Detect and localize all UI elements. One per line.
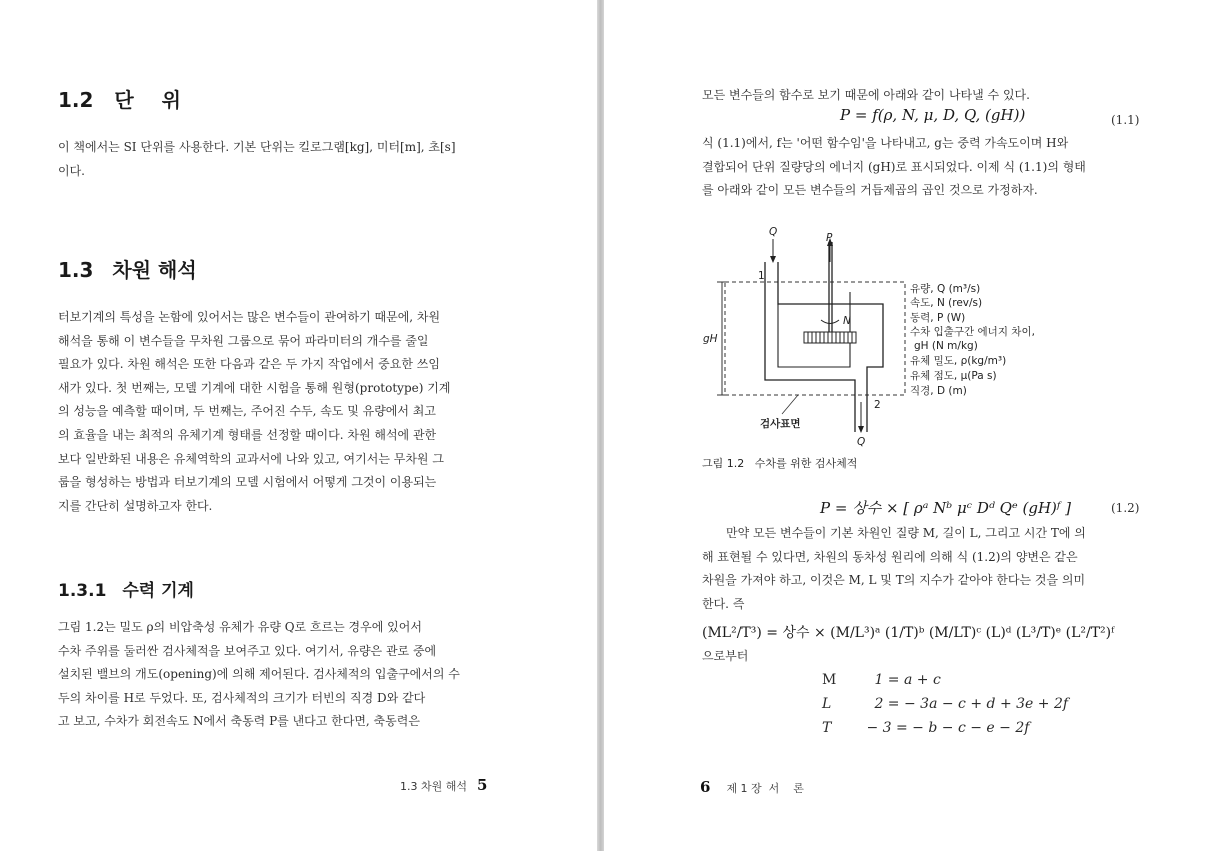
section-title: 수력 기계: [122, 581, 194, 601]
section-number: 1.3: [58, 258, 94, 282]
text-line: 만약 모든 변수들이 기본 차원인 질량 M, 길이 L, 그리고 시간 T에 의: [726, 526, 1086, 540]
running-header: 제 1 장 서 론: [726, 782, 804, 795]
system-equation: 1 = a + c: [874, 672, 941, 688]
equation-1-2: P = 상수 × [ ρᵃ Nᵇ μᶜ Dᵈ Qᵉ (gH)ᶠ ]: [820, 499, 1071, 517]
intro-line: 모든 변수들의 함수로 보기 때문에 아래와 같이 나타낼 수 있다.: [702, 88, 1030, 102]
page-number: 6: [700, 778, 711, 796]
section-number: 1.3.1: [58, 581, 107, 601]
left-page: [0, 0, 598, 851]
legend-item: 직경, D (m): [910, 385, 967, 397]
system-equation: 2 = − 3a − c + d + 3e + 2f: [874, 696, 1069, 712]
legend-item: 동력, P (W): [910, 312, 966, 324]
text-line: 의 성능을 예측할 때이며, 두 번째는, 주어진 수두, 속도 및 유량에서 최고: [58, 404, 436, 419]
equation-number: (1.1): [1111, 113, 1140, 127]
legend-item: 유체 밀도, ρ(kg/m³): [910, 355, 1007, 367]
page-footer: [700, 778, 804, 796]
inlet-number: 1: [758, 270, 765, 282]
paragraph-2: [702, 522, 1144, 616]
system-equation: − 3 = − b − c − e − 2f: [866, 720, 1030, 736]
section-title: 단 위: [114, 88, 181, 112]
legend-item: gH (N m/kg): [914, 340, 978, 352]
text-line: 그림 1.2는 밀도 ρ의 비압축성 유체가 유량 Q로 흐르는 경우에 있어서: [58, 620, 422, 634]
section-1-2-heading: [58, 84, 181, 113]
control-surface-label: 검사표면: [760, 418, 801, 430]
system-variable: L: [822, 696, 832, 712]
text-line: 설치된 밸브의 개도(opening)에 의해 제어된다. 검사체적의 입출구에서의 수: [58, 667, 460, 682]
text-line: 해석을 통해 이 변수들을 무차원 그룹으로 묶어 파라미터의 개수를 줄일: [58, 333, 429, 348]
section-title: 차원 해석: [112, 258, 197, 282]
text-line: 차원을 가져야 하고, 이것은 M, L 및 T의 지수가 같아야 한다는 것을 의미: [702, 573, 1086, 588]
paragraph-1: [702, 132, 1144, 203]
text-line: 결합되어 단위 질량당의 에너지 (gH)로 표시되었다. 이제 식 (1.1)의 형태: [702, 159, 1086, 174]
text-line: 한다. 즉: [702, 596, 745, 611]
text-line: 새가 있다. 첫 번째는, 모델 기계에 대한 시험을 통해 원형(prototype) 기계: [58, 380, 451, 395]
section-1-3-heading: [58, 254, 197, 283]
page-footer: [400, 776, 487, 794]
text-line: 해 표현될 수 있다면, 차원의 동차성 원리에 의해 식 (1.2)의 양변은 같은: [702, 549, 1078, 564]
system-row-t: [822, 720, 1068, 744]
running-header: 1.3 차원 해석: [400, 780, 467, 793]
q-in-label: Q: [769, 226, 778, 238]
system-variable: M: [822, 672, 837, 688]
legend-item: 속도, N (rev/s): [910, 297, 983, 309]
text-line: 지를 간단히 설명하고자 한다.: [58, 498, 213, 513]
book-gutter: [597, 0, 604, 851]
text-line: 이 책에서는 SI 단위를 사용한다. 기본 단위는 킬로그램[kg], 미터[m], 초[s]: [58, 140, 456, 154]
legend-item: 유체 점도, μ(Pa s): [910, 370, 997, 382]
section-1-3-1-heading: [58, 576, 194, 601]
gh-label: gH: [703, 333, 718, 345]
exponent-system: [822, 672, 1068, 744]
text-line: 필요가 있다. 차원 해석은 또한 다음과 같은 두 가지 작업에서 중요한 쓰임: [58, 357, 440, 372]
rotation-arrow: [821, 320, 839, 324]
right-page: [604, 0, 1209, 851]
dimensional-equation: (ML²/T³) = 상수 × (M/L³)ᵃ (1/T)ᵇ (M/LT)ᶜ (L)ᵈ (L³/T)ᵉ (L²/T²)ᶠ: [702, 625, 1115, 641]
section-number: 1.2: [58, 88, 94, 112]
text-line: 두의 차이를 H로 두었다. 또, 검사체적의 크기가 터빈의 직경 D와 같다: [58, 690, 426, 705]
text-line: 식 (1.1)에서, f는 '어떤 함수임'을 나타내고, g는 중력 가속도이며 H와: [702, 136, 1069, 150]
q-out-label: Q: [857, 436, 866, 448]
text-line: 의 효율을 내는 최적의 유체기계 형태를 선정할 때이다. 차원 해석에 관한: [58, 427, 437, 442]
from-text: 으로부터: [702, 649, 749, 663]
page-number: 5: [477, 776, 488, 794]
text-line: 수차 주위를 둘러싼 검사체적을 보여주고 있다. 여기서, 유량은 관로 중에: [58, 643, 437, 658]
legend-item: 수차 입출구간 에너지 차이,: [910, 326, 1035, 338]
control-volume-figure: [700, 222, 1060, 450]
system-row-l: [822, 696, 1068, 720]
text-line: 룹을 형성하는 방법과 터보기계의 모델 시험에서 어떻게 그것이 이용되는: [58, 475, 437, 490]
equation-1-1: P = f(ρ, N, μ, D, Q, (gH)): [840, 106, 1026, 124]
text-line: 를 아래와 같이 모든 변수들의 거듭제곱의 곱인 것으로 가정하자.: [702, 183, 1038, 198]
section-1-3-paragraph: [58, 306, 500, 518]
section-1-2-paragraph: [58, 136, 500, 183]
figure-legend: [910, 282, 1035, 397]
text-line: 이다.: [58, 163, 85, 178]
turbine-passage-inner: [778, 262, 883, 432]
text-line: 보다 일반화된 내용은 유체역학의 교과서에 나와 있고, 여기서는 무차원 그: [58, 451, 444, 466]
system-variable: T: [822, 720, 832, 736]
legend-item: 유량, Q (m³/s): [910, 283, 981, 295]
outlet-number: 2: [874, 399, 881, 411]
section-1-3-1-paragraph: [58, 616, 500, 734]
text-line: 고 보고, 수차가 회전속도 N에서 축동력 P를 낸다고 한다면, 축동력은: [58, 714, 420, 729]
figure-caption: 그림 1.2 수차를 위한 검사체적: [702, 457, 858, 470]
n-label: N: [843, 315, 851, 327]
p-label: P: [826, 232, 833, 244]
equation-number: (1.2): [1111, 501, 1140, 515]
system-row-m: [822, 672, 1068, 696]
text-line: 터보기계의 특성을 논함에 있어서는 많은 변수들이 관여하기 때문에, 차원: [58, 310, 441, 324]
